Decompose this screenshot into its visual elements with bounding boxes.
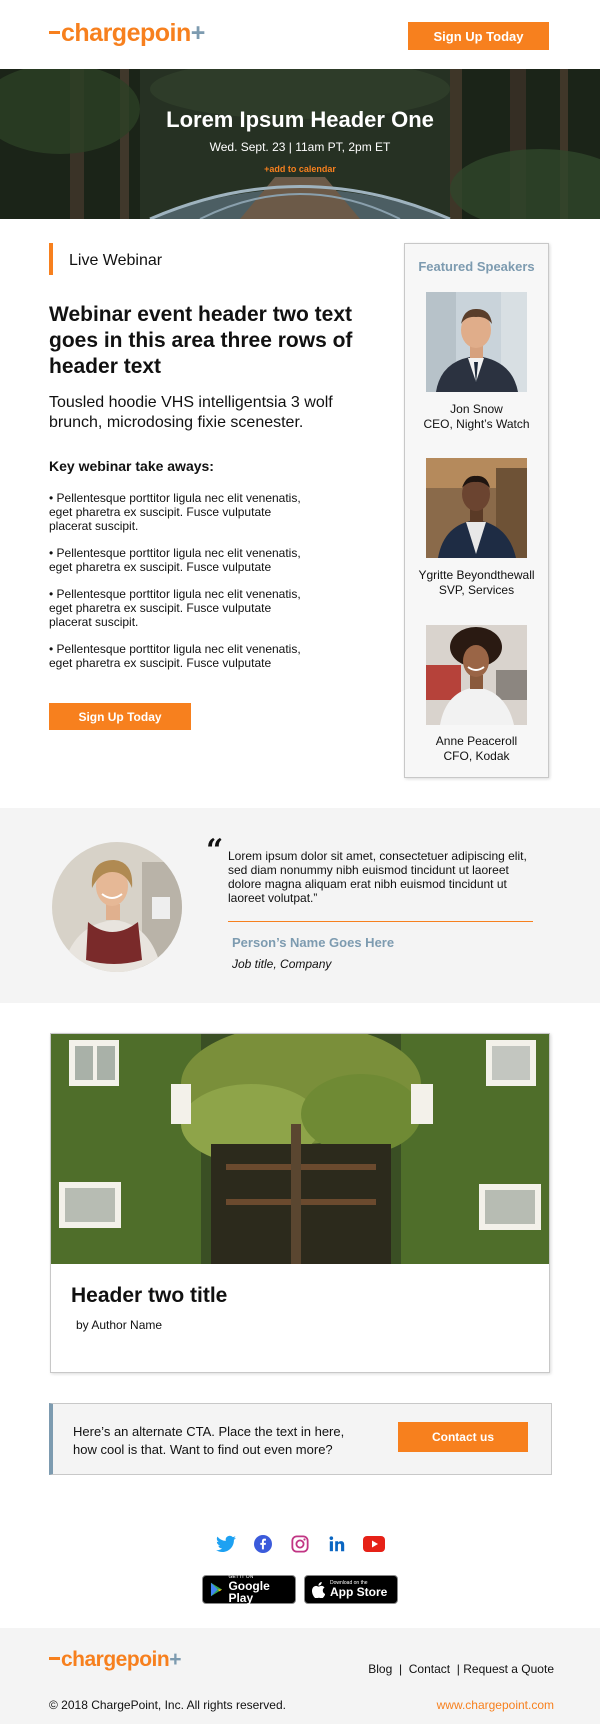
quote-mark: “ [206, 833, 224, 868]
takeaways-list [49, 491, 309, 683]
google-play-small-text: GET IT ON [228, 1574, 254, 1580]
article-title[interactable]: Header two title [71, 1284, 228, 1307]
logo-dash [49, 31, 60, 34]
footer-blog-link[interactable]: Blog [368, 1662, 393, 1676]
speakers-title: Featured Speakers [418, 259, 535, 274]
alternate-cta-box [49, 1403, 552, 1475]
logo-dash [49, 1657, 60, 1660]
featured-speakers-panel [404, 243, 549, 778]
testimonial-section [0, 808, 600, 1003]
google-play-icon [210, 1582, 223, 1597]
app-store-text: App Store [330, 1585, 388, 1599]
takeaway-item: • Pellentesque porttitor ligula nec elit venenatis, eget pharetra ex suscipit. Fusce vulputate [49, 546, 301, 574]
speaker-role: CFO, Kodak [443, 749, 510, 763]
testimonial-photo [52, 842, 182, 972]
webinar-tag: Live Webinar [69, 252, 163, 269]
speaker-role: SVP, Services [438, 583, 515, 597]
google-play-text: Google Play [228, 1579, 270, 1605]
takeaway-item: • Pellentesque porttitor ligula nec elit venenatis, eget pharetra ex suscipit. Fusce vulputate placerat suscipit. [49, 587, 301, 629]
footer-contact-link[interactable]: Contact [408, 1662, 451, 1676]
speaker-photo [426, 292, 527, 392]
footer-quote-link[interactable]: Request a Quote [463, 1662, 554, 1676]
quote-divider [228, 921, 533, 922]
website-link[interactable]: www.chargepoint.com [436, 1698, 554, 1712]
hero-title: Lorem Ipsum Header One [166, 107, 434, 132]
twitter-icon[interactable] [215, 1533, 237, 1555]
header-signup-button[interactable]: Sign Up Today [408, 22, 549, 50]
top-bar [0, 0, 600, 69]
footer-chargepoint-logo[interactable] [49, 1649, 181, 1670]
article-author: by Author Name [76, 1318, 163, 1332]
chargepoint-logo[interactable] [49, 21, 205, 46]
webinar-headline: Webinar event header two text goes in this area three rows of header text [49, 303, 353, 378]
footer-separator: | [398, 1662, 403, 1676]
speaker-photo [426, 458, 527, 558]
article-card[interactable] [50, 1033, 550, 1373]
webinar-subhead: Tousled hoodie VHS intelligentsia 3 wolf brunch, microdosing fixie scenester. [49, 394, 333, 431]
app-store-badges [0, 1575, 600, 1604]
takeaways-heading: Key webinar take aways: [49, 458, 214, 474]
testimonial-name: Person’s Name Goes Here [232, 935, 395, 950]
testimonial-quote: Lorem ipsum dolor sit amet, consectetuer adipiscing elit, sed diam nonummy nibh euismod tincidunt ut laoreet dolore magna aliquam erat nibh euismod tincidunt ut laoreet volutpat.” [228, 849, 527, 905]
contact-us-button[interactable]: Contact us [398, 1422, 528, 1452]
footer-separator: | [456, 1662, 460, 1676]
speaker-photo [426, 625, 527, 725]
copyright-text: © 2018 ChargePoint, Inc. All rights reserved. [49, 1698, 286, 1712]
logo-plus: + [169, 1648, 181, 1671]
alternate-cta-text: Here’s an alternate CTA. Place the text in here, how cool is that. Want to find out even more? [73, 1424, 345, 1457]
speaker-role: CEO, Night’s Watch [423, 417, 530, 431]
logo-text: chargepoin [61, 1648, 170, 1671]
takeaway-item: • Pellentesque porttitor ligula nec elit venenatis, eget pharetra ex suscipit. Fusce vulputate placerat suscipit. [49, 491, 301, 533]
apple-icon [312, 1582, 325, 1598]
speaker-name: Jon Snow [450, 402, 503, 416]
app-store-badge[interactable] [304, 1575, 398, 1604]
app-store-small-text: Download on the [330, 1580, 368, 1586]
logo-plus: + [190, 19, 205, 47]
testimonial-job: Job title, Company [232, 957, 332, 971]
facebook-icon[interactable] [252, 1533, 274, 1555]
linkedin-icon[interactable] [326, 1533, 348, 1555]
tag-accent-bar [49, 243, 53, 275]
speaker-name: Ygritte Beyondthewall [418, 568, 535, 582]
social-links [0, 1533, 600, 1555]
hero-date: Wed. Sept. 23 | 11am PT, 2pm ET [209, 140, 391, 154]
footer [0, 1628, 600, 1724]
webinar-signup-button[interactable]: Sign Up Today [49, 703, 191, 730]
youtube-icon[interactable] [363, 1533, 385, 1555]
article-image [51, 1034, 549, 1264]
footer-links [368, 1662, 554, 1676]
google-play-badge[interactable] [202, 1575, 296, 1604]
hero-banner [0, 69, 600, 219]
instagram-icon[interactable] [289, 1533, 311, 1555]
logo-text: chargepoin [61, 19, 191, 47]
takeaway-item: • Pellentesque porttitor ligula nec elit venenatis, eget pharetra ex suscipit. Fusce vulputate [49, 642, 301, 670]
add-to-calendar-link[interactable]: +add to calendar [264, 164, 336, 174]
speaker-name: Anne Peaceroll [435, 734, 518, 748]
